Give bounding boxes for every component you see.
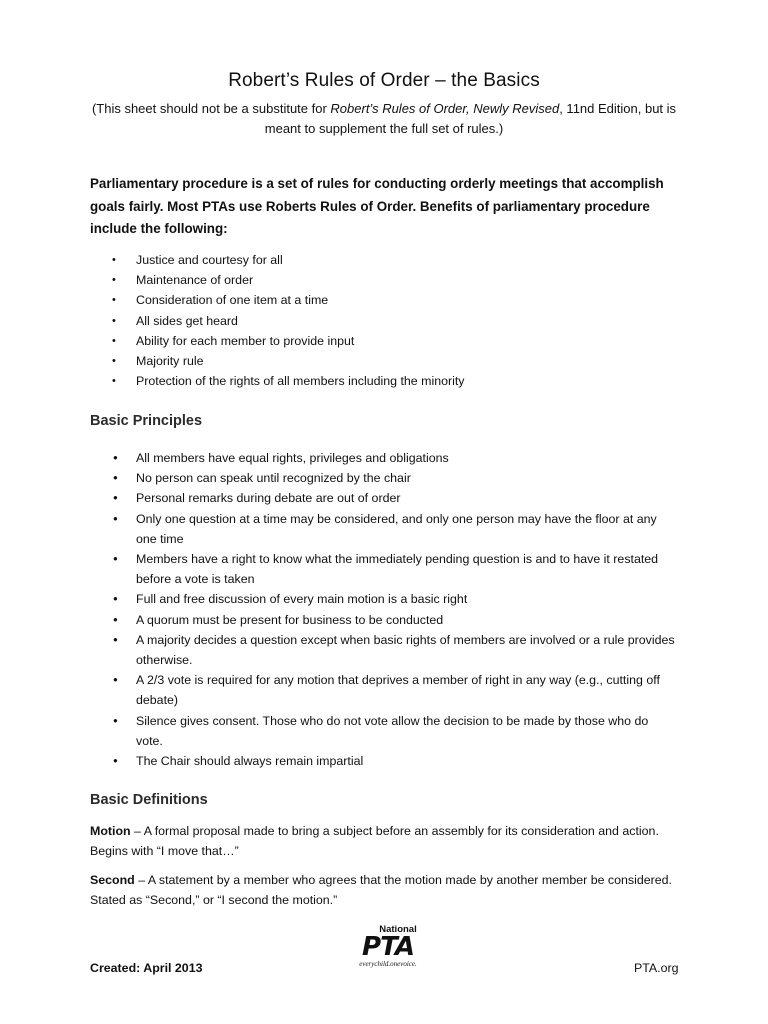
definition-text: – A formal proposal made to bring a subject before an assembly for its consideration and action. Begins with “I move that…”	[90, 824, 659, 859]
list-item: • Justice and courtesy for all	[112, 250, 672, 270]
list-item: ● Members have a right to know what the immediately pending question is and to have it restated before a vote is taken	[112, 549, 676, 589]
definition-text: – A statement by a member who agrees that the motion made by another member be considered. Stated as “Second,” or “I second the motion.”	[90, 873, 672, 908]
list-item: ● Silence gives consent. Those who do not vote allow the decision to be made by those who do vote.	[112, 711, 676, 751]
list-item: • Majority rule	[112, 351, 672, 371]
list-item: • All sides get heard	[112, 311, 672, 331]
logo-tagline: everychild.onevoice.	[359, 960, 417, 968]
list-item: ● Only one question at a time may be considered, and only one person may have the floor at any one time	[112, 509, 676, 549]
created-date: Created: April 2013	[90, 961, 203, 975]
website-text: PTA.org	[634, 961, 679, 975]
logo-national-text: National	[379, 924, 417, 935]
list-item: ● The Chair should always remain impartial	[112, 751, 676, 771]
subtitle-part-1: (This sheet should not be a substitute for	[91, 101, 331, 116]
list-item: • Ability for each member to provide input	[112, 331, 672, 351]
list-item: • Protection of the rights of all members including the minority	[112, 371, 672, 391]
list-item: • Consideration of one item at a time	[112, 290, 672, 310]
pta-logo	[338, 925, 438, 969]
list-item: ● A 2/3 vote is required for any motion that deprives a member of right in any way (e.g., cutting off debate)	[112, 670, 676, 710]
document-title: Robert’s Rules of Order – the Basics	[228, 70, 540, 91]
list-item: ● Personal remarks during debate are out of order	[112, 488, 676, 508]
definition-term: Second	[90, 873, 135, 887]
list-item: ● A majority decides a question except when basic rights of members are involved or a rule provides otherwise.	[112, 630, 676, 670]
list-item: ● Full and free discussion of every main motion is a basic right	[112, 589, 676, 609]
benefits-list	[112, 250, 672, 391]
principles-heading: Basic Principles	[90, 413, 203, 429]
list-item: • Maintenance of order	[112, 270, 672, 290]
definition-term: Motion	[90, 824, 131, 838]
principles-list	[112, 448, 676, 771]
list-item: ● No person can speak until recognized by the chair	[112, 468, 676, 488]
intro-paragraph: Parliamentary procedure is a set of rules for conducting orderly meetings that accomplish goals fairly. Most PTAs use Roberts Rules of Order. Benefits of parliamentary procedure include the following:	[90, 176, 664, 236]
list-item: ● A quorum must be present for business to be conducted	[112, 610, 676, 630]
logo-pta-text: PTA	[362, 932, 414, 962]
subtitle-book-title: Robert’s Rules of Order, Newly Revised	[330, 101, 560, 116]
subtitle-part-3: , 11nd Edition, but is meant to supplement the full set of rules.)	[264, 101, 677, 136]
list-item: ● All members have equal rights, privileges and obligations	[112, 448, 676, 468]
definition-motion	[90, 821, 678, 861]
definition-second	[90, 870, 678, 910]
document-subtitle	[90, 99, 678, 139]
definitions-heading: Basic Definitions	[90, 792, 208, 808]
